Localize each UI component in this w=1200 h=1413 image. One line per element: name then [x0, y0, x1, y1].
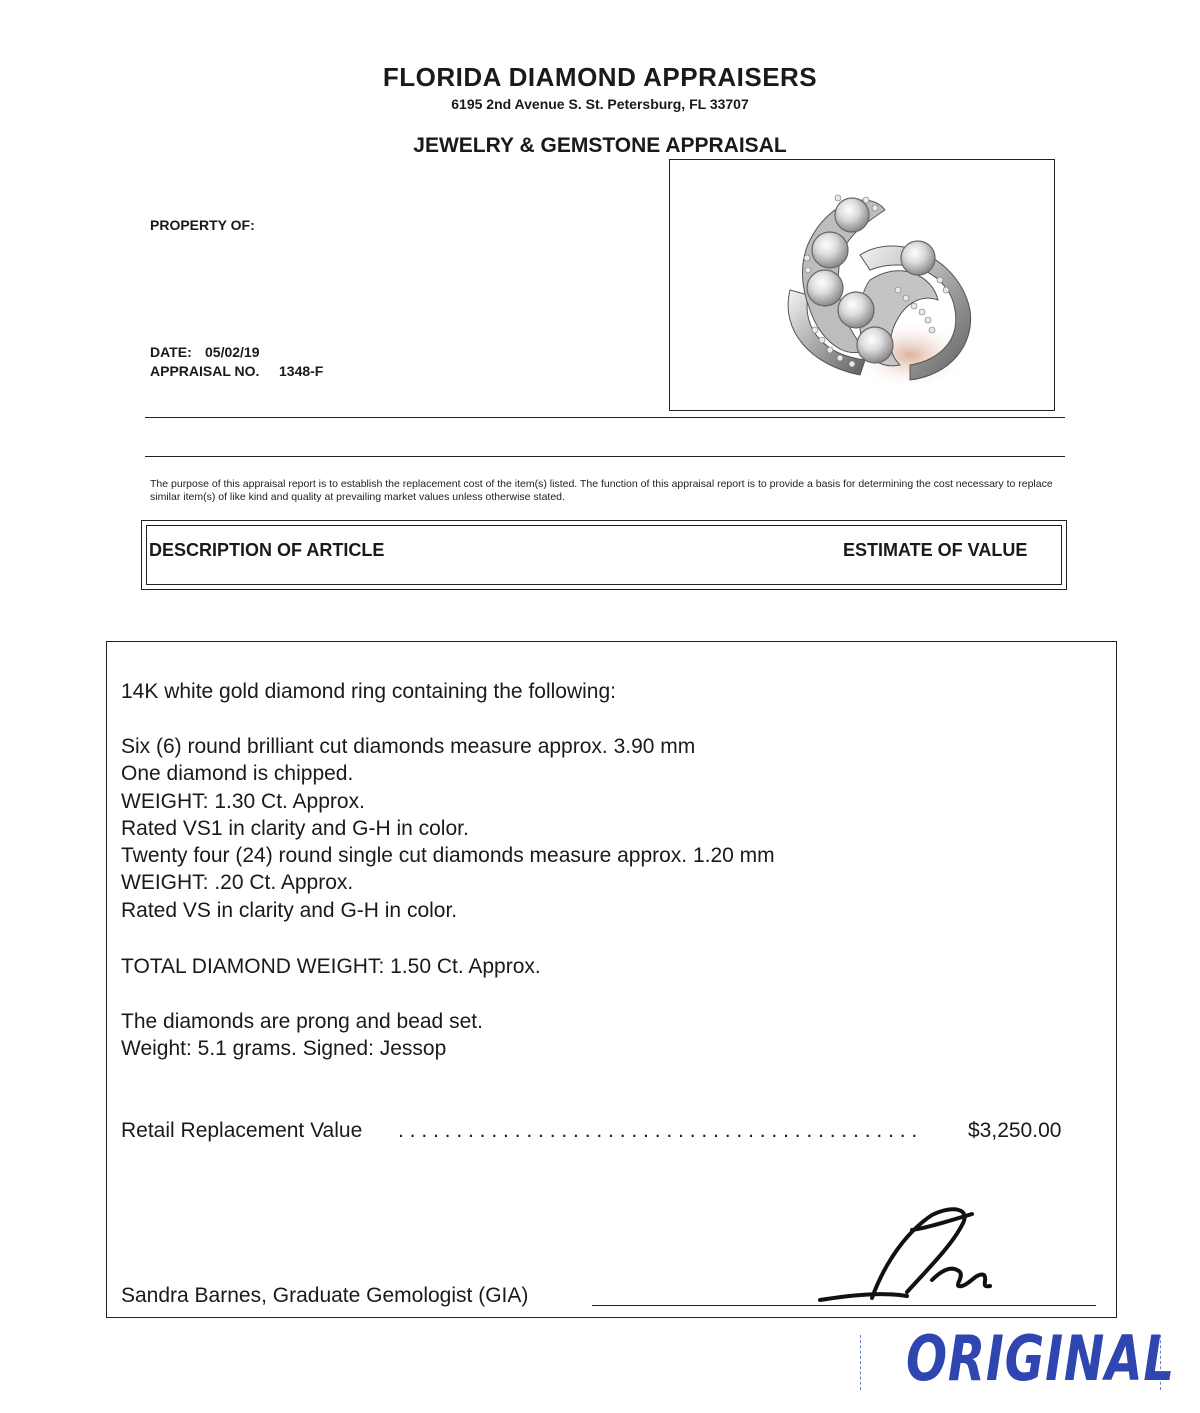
stamp-edge-left	[860, 1335, 863, 1390]
detail-line: Twenty four (24) round single cut diamonds measure approx. 1.20 mm	[121, 844, 775, 868]
estimate-header: ESTIMATE OF VALUE	[843, 540, 1028, 560]
total-weight: TOTAL DIAMOND WEIGHT: 1.50 Ct. Approx.	[121, 955, 541, 978]
detail-line: Six (6) round brilliant cut diamonds measure approx. 3.90 mm	[121, 735, 696, 758]
appraisal-number-label: APPRAISAL NO.	[150, 363, 260, 379]
setting-details	[121, 1008, 483, 1063]
appraisal-number-value: 1348-F	[279, 363, 324, 379]
company-name: FLORIDA DIAMOND APPRAISERS	[382, 62, 818, 92]
retail-replacement-value: $3,250.00	[968, 1119, 1062, 1142]
detail-line: WEIGHT: .20 Ct. Approx.	[121, 871, 354, 895]
diamond-ring-photo	[670, 160, 1053, 409]
property-label: PROPERTY OF:	[150, 217, 255, 233]
appraiser-name: Sandra Barnes, Graduate Gemologist (GIA)	[121, 1284, 529, 1307]
original-stamp: ORIGINAL	[906, 1322, 1175, 1395]
signature-scribble	[812, 1200, 1012, 1315]
company-address: 6195 2nd Avenue S. St. Petersburg, FL 33707	[451, 96, 749, 112]
setting-line: Weight: 5.1 grams. Signed: Jessop	[121, 1037, 447, 1061]
detail-line: One diamond is chipped.	[121, 762, 354, 786]
description-header: DESCRIPTION OF ARTICLE	[149, 540, 385, 560]
leader-dots: . . . . . . . . . . . . . . . . . . . . . . . . . . . . . . . . . . . . . . . . . . . . .	[398, 1119, 918, 1142]
detail-line: Rated VS1 in clarity and G-H in color.	[121, 816, 469, 840]
retail-replacement-label: Retail Replacement Value	[121, 1119, 363, 1142]
date-label: DATE:	[150, 344, 192, 360]
purpose-statement: The purpose of this appraisal report is to establish the replacement cost of the item(s) listed. The function of this appraisal report is to provide a basis for determining the cost necessary to replace similar item(s) of like kind and quality at prevailing market values unless otherwise stated.	[150, 478, 1053, 503]
ring-photo-frame	[669, 159, 1055, 411]
document-title: JEWELRY & GEMSTONE APPRAISAL	[413, 134, 787, 157]
description-intro: 14K white gold diamond ring containing the following:	[121, 680, 616, 703]
rule-line-1	[145, 417, 1065, 418]
diamond-details	[121, 733, 775, 924]
setting-line: The diamonds are prong and bead set.	[121, 1010, 483, 1033]
date-value: 05/02/19	[205, 344, 260, 360]
rule-line-2	[145, 456, 1065, 457]
detail-line: Rated VS in clarity and G-H in color.	[121, 898, 458, 922]
detail-line: WEIGHT: 1.30 Ct. Approx.	[121, 789, 365, 813]
